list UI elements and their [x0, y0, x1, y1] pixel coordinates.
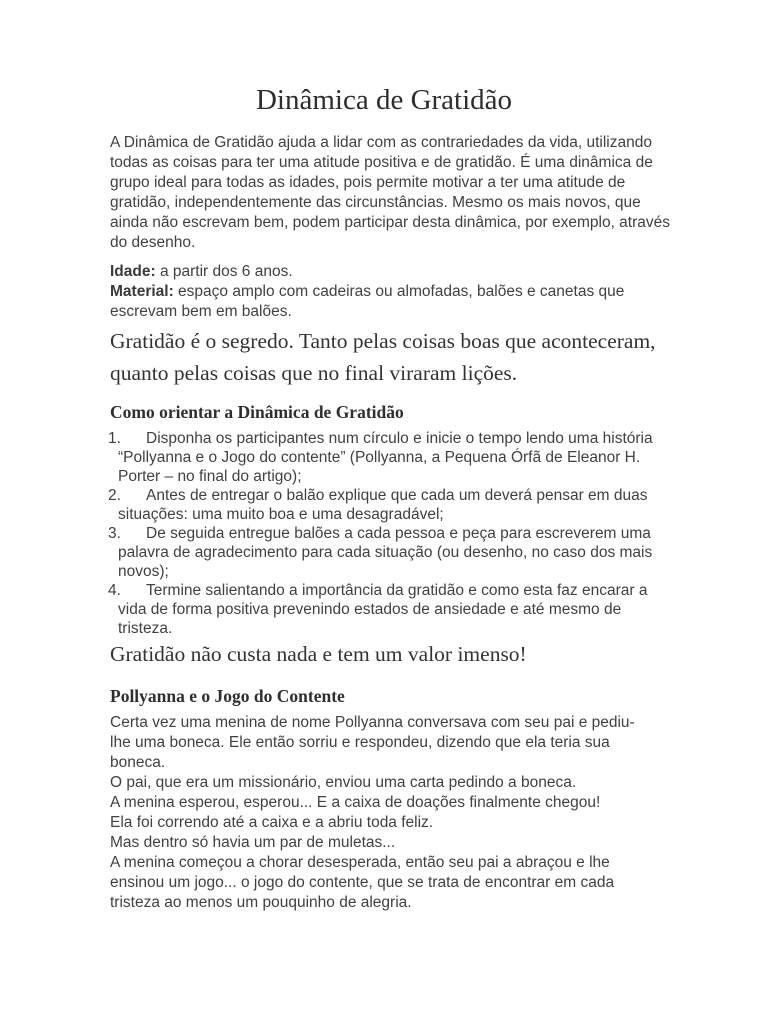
step-line: Disponha os participantes num círculo e inicie o tempo lendo uma história: [146, 430, 653, 447]
gratitude-quote-1: [110, 325, 658, 389]
meta-label: Idade:: [110, 263, 156, 280]
story-paragraph: [110, 713, 658, 913]
quote-line: Gratidão é o segredo. Tanto pelas coisas boas que aconteceram,: [110, 329, 656, 353]
step-line: novos);: [118, 563, 169, 580]
step-line: Termine salientando a importância da gratidão e como esta faz encarar a: [146, 582, 648, 599]
story-line: Certa vez uma menina de nome Pollyanna conversava com seu pai e pediu-: [110, 714, 635, 731]
step-item: [110, 524, 658, 581]
story-line: ensinou um jogo... o jogo do contente, que se trata de encontrar em cada: [110, 874, 615, 891]
step-line: palavra de agradecimento para cada situação (ou desenho, no caso dos mais: [118, 544, 653, 561]
meta-label: Material:: [110, 283, 174, 300]
document-content: [0, 133, 768, 913]
meta-line: Idade: a partir dos 6 anos.: [110, 263, 293, 280]
intro-line: grupo ideal para todas as idades, pois permite motivar a ter uma atitude de: [110, 174, 626, 191]
story-line: boneca.: [110, 754, 166, 771]
story-line: tristeza ao menos um pouquinho de alegria.: [110, 894, 412, 911]
numbered-steps-list: [110, 429, 658, 638]
story-line: O pai, que era um missionário, enviou uma carta pedindo a boneca.: [110, 774, 577, 791]
story-line: Ela foi correndo até a caixa e a abriu toda feliz.: [110, 814, 434, 831]
story-line: A menina começou a chorar desesperada, então seu pai a abraçou e lhe: [110, 854, 610, 871]
step-line: Porter – no final do artigo);: [118, 468, 302, 485]
intro-line: todas as coisas para ter uma atitude positiva e de gratidão. É uma dinâmica de: [110, 154, 653, 171]
intro-line: A Dinâmica de Gratidão ajuda a lidar com as contrariedades da vida, utilizando: [110, 134, 652, 151]
step-item: [110, 581, 658, 638]
story-line: A menina esperou, esperou... E a caixa de doações finalmente chegou!: [110, 794, 601, 811]
intro-line: gratidão, independentemente das circunstâncias. Mesmo os mais novos, que: [110, 194, 641, 211]
gratitude-quote-2: Gratidão não custa nada e tem um valor imenso!: [110, 642, 527, 666]
step-line: “Pollyanna e o Jogo do contente” (Pollyanna, a Pequena Órfã de Eleanor H.: [118, 449, 641, 466]
story-line: Mas dentro só havia um par de muletas...: [110, 834, 396, 851]
story-line: lhe uma boneca. Ele então sorriu e respondeu, dizendo que ela teria sua: [110, 734, 610, 751]
step-number: 4.: [108, 582, 121, 599]
meta-line: Material: espaço amplo com cadeiras ou almofadas, balões e canetas que: [110, 283, 625, 300]
step-line: Antes de entregar o balão explique que cada um deverá pensar em duas: [146, 487, 648, 504]
intro-line: do desenho.: [110, 234, 196, 251]
intro-line: ainda não escrevam bem, podem participar desta dinâmica, por exemplo, através: [110, 214, 671, 231]
meta-block: [110, 262, 658, 322]
step-line: vida de forma positiva prevenindo estados de ansiedade e até mesmo de: [118, 601, 622, 618]
step-number: 1.: [108, 430, 121, 447]
step-line: De seguida entregue balões a cada pessoa e peça para escreverem uma: [146, 525, 651, 542]
meta-line: escrevam bem em balões.: [110, 303, 292, 320]
step-line: tristeza.: [118, 620, 173, 637]
step-item: [110, 486, 658, 524]
step-line: situações: uma muito boa e uma desagradável;: [118, 506, 444, 523]
step-number: 3.: [108, 525, 121, 542]
section-heading-pollyanna: Pollyanna e o Jogo do Contente: [110, 686, 345, 706]
step-item: [110, 429, 658, 486]
intro-paragraph: [110, 133, 671, 253]
page-title: Dinâmica de Gratidão: [255, 84, 513, 116]
section-heading-como-orientar: Como orientar a Dinâmica de Gratidão: [110, 402, 404, 422]
quote-line: quanto pelas coisas que no final viraram lições.: [110, 361, 518, 385]
step-number: 2.: [108, 487, 121, 504]
